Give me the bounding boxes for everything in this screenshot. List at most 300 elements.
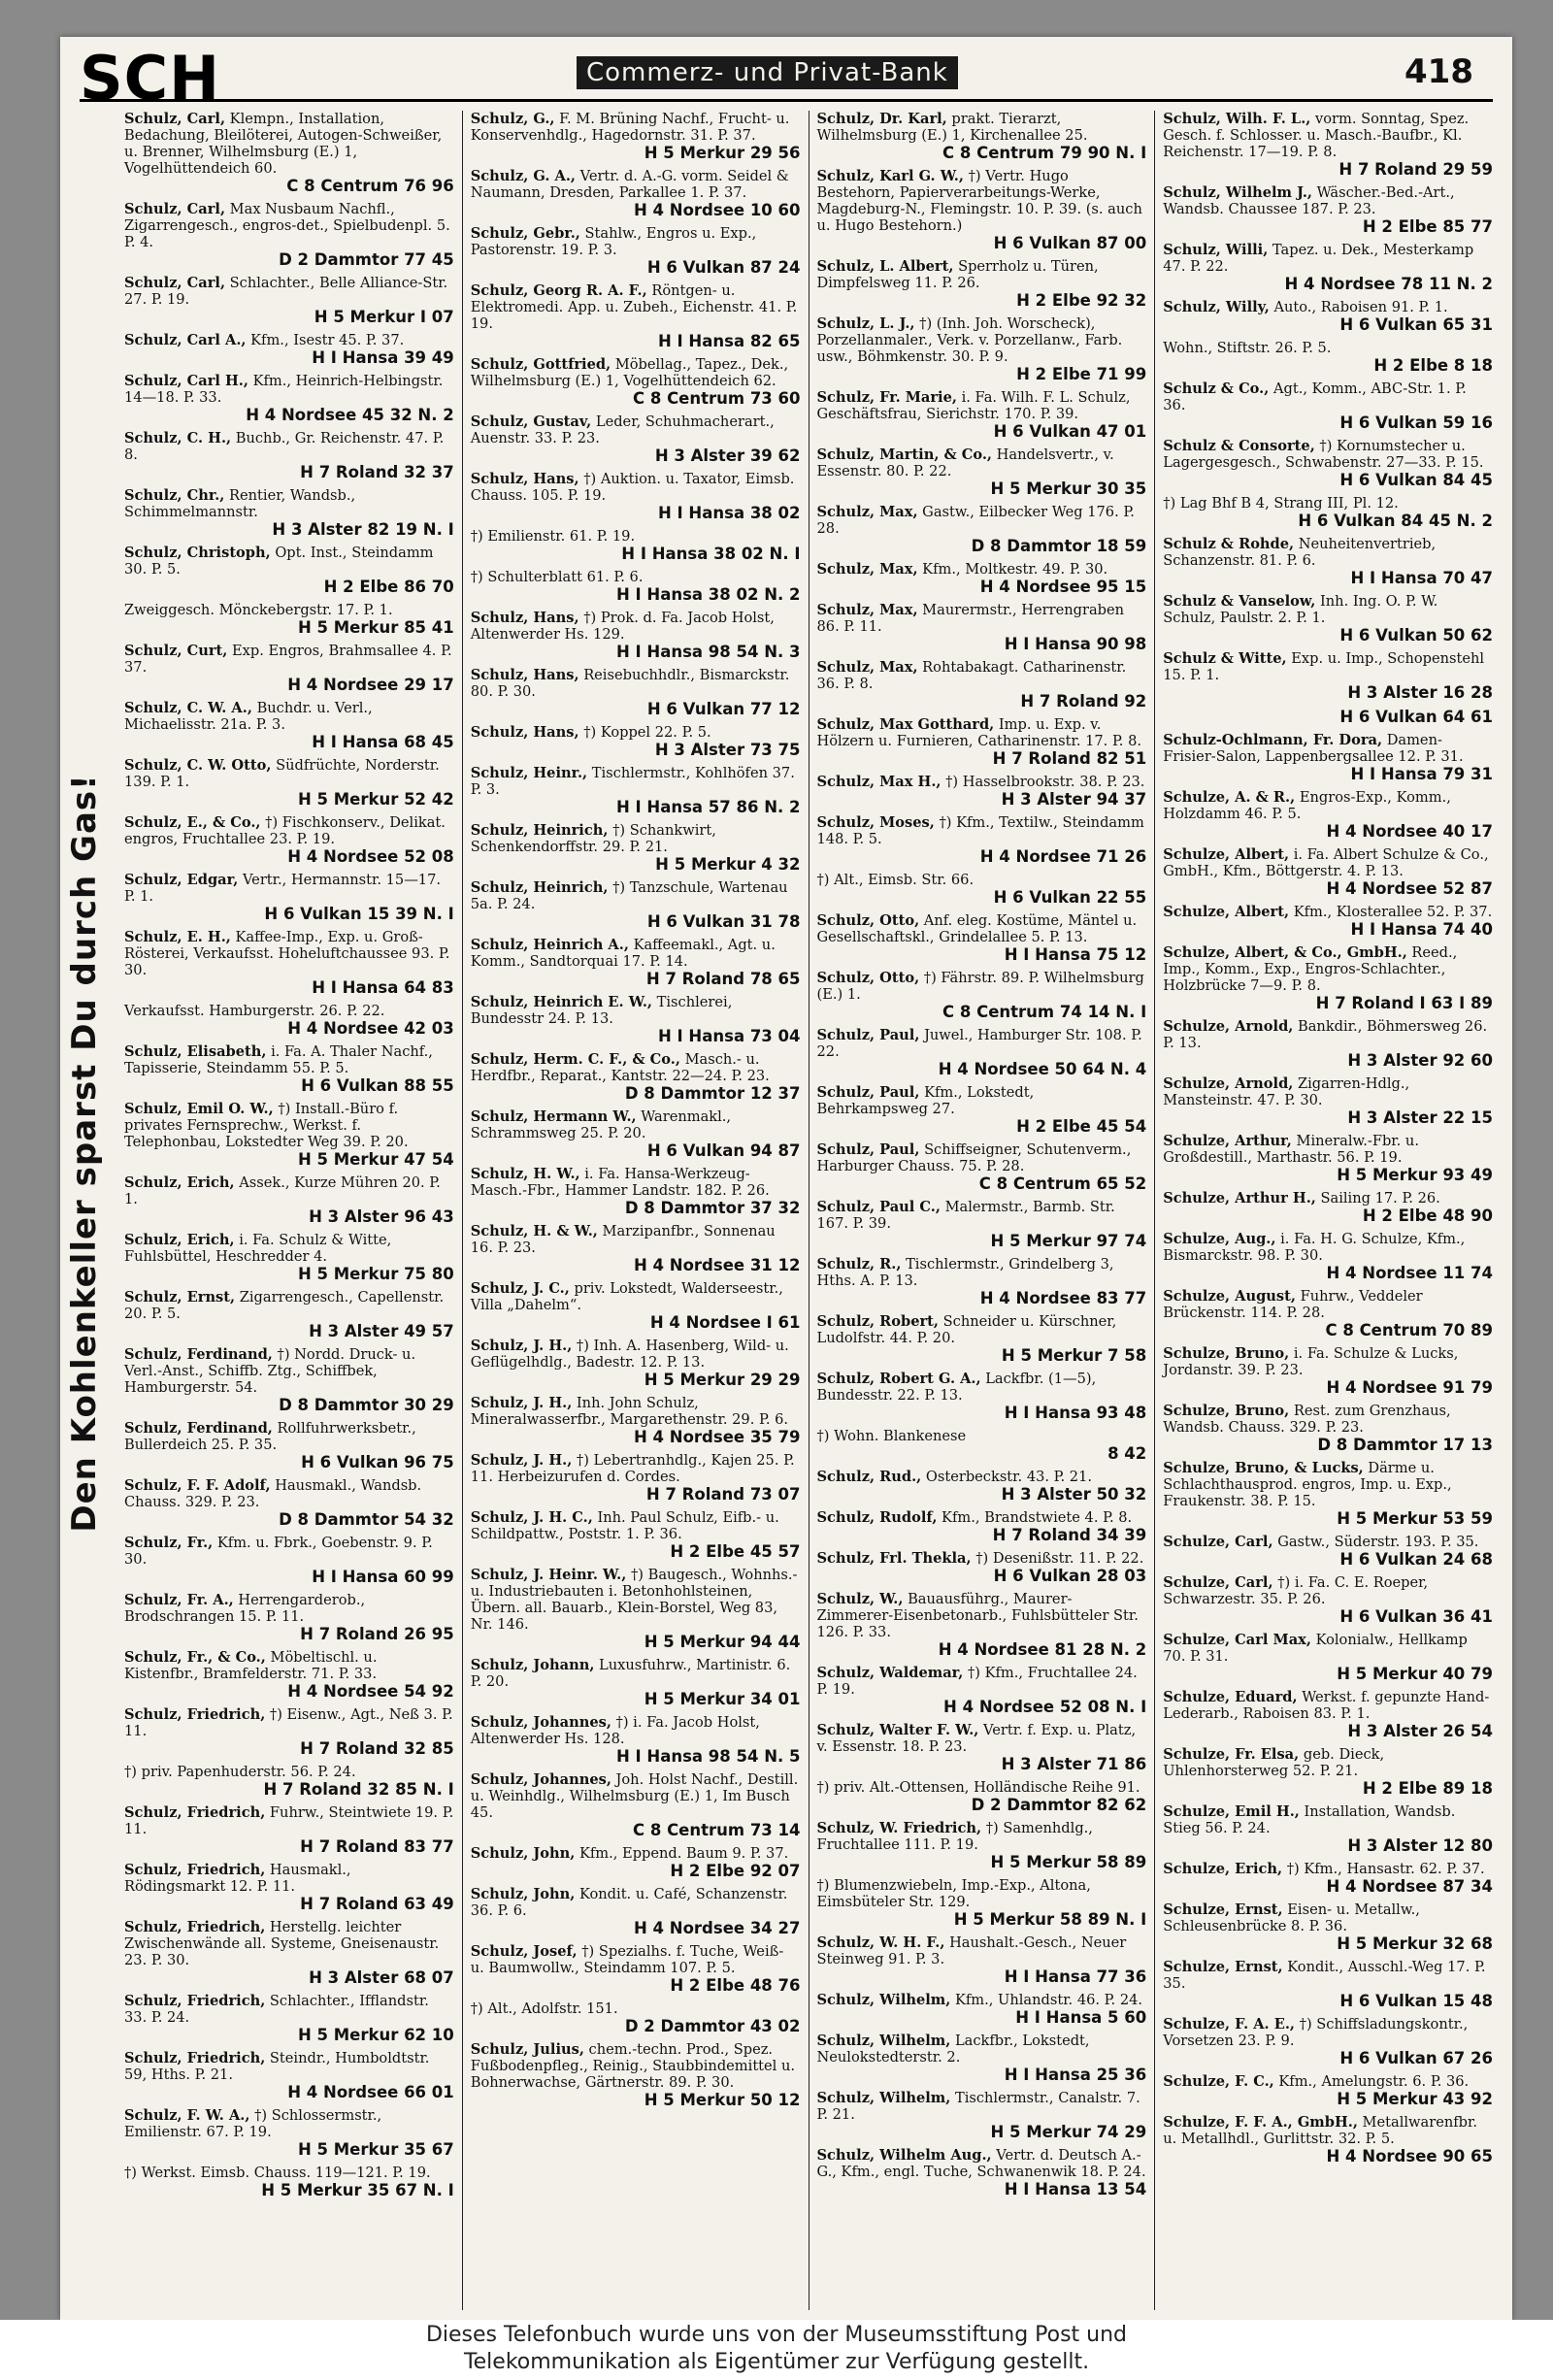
directory-entry [471,1051,801,1103]
entry-phone: H 4 Nordsee 50 64 N. 4 [938,1060,1147,1078]
entry-description: Hausmakl., Wandsb. Chauss. 329. P. 23. [124,1477,422,1510]
entry-phone: H 3 Alster 71 86 [1001,1755,1147,1773]
entry-description: Schlachter., Belle Alliance-Str. 27. P. 19. [124,275,448,308]
entry-description: Kfm., Eppend. Baum 9. P. 37. [578,1845,789,1862]
entry-name: Schulze, Albert, [1163,904,1290,920]
entry-phone: H 5 Merkur 97 74 [990,1232,1147,1250]
entry-phone: H 2 Elbe 48 90 [1362,1207,1493,1225]
entry-phone: H 6 Vulkan 15 48 [1339,1992,1493,2010]
entry-name: Schulze, F. F. A., GmbH., [1163,2114,1358,2131]
entry-name: Schulz, Johannes, [470,1714,611,1731]
directory-entry [817,1550,1147,1585]
entry-phone: H 2 Elbe 92 07 [670,1862,801,1880]
directory-entry [817,504,1147,555]
entry-description: Zigarren-Hdlg., Mansteinstr. 47. P. 30. [1163,1075,1410,1108]
entry-phone: H 6 Vulkan 47 01 [993,422,1147,441]
entry-name: Schulz, Carl A., [124,332,247,348]
entry-phone: H 2 Elbe 48 76 [670,1976,801,1995]
entry-phone: H 3 Alster 96 43 [309,1207,454,1226]
entry-description: Osterbeckstr. 43. P. 21. [925,1469,1093,1485]
entry-phone: H 3 Alster 12 80 [1347,1836,1493,1855]
entry-phone: H I Hansa 60 99 [312,1568,454,1586]
entry-phone: C 8 Centrum 73 14 [632,1821,801,1839]
entry-description: Haushalt.-Gesch., Neuer Steinweg 91. P. 3. [816,1934,1127,1967]
entry-phone: H I Hansa 38 02 N. 2 [615,585,801,604]
directory-entry [817,1509,1147,1544]
entry-description: Gastw., Süderstr. 193. P. 35. [1277,1534,1479,1550]
entry-name: Schulz, Christoph, [124,545,271,561]
directory-entry [817,2033,1147,2084]
entry-description: †) Kornumstecher u. Lagergesgesch., Schwabenstr. 27—33. P. 15. [1163,438,1484,471]
entry-description: Zigarrengesch., Capellenstr. 20. P. 5. [124,1289,445,1322]
entry-phone: H 4 Nordsee 42 03 [287,1019,454,1038]
directory-entry [124,1003,454,1038]
entry-description: †) Eisenw., Agt., Neß 3. P. 11. [124,1706,453,1739]
entry-name: Schulze, Arnold, [1163,1075,1294,1092]
directory-entry [1163,242,1493,293]
entry-phone: H I Hansa 70 47 [1350,569,1493,587]
entry-description: Buchdr. u. Verl., Michaelisstr. 21a. P. 3. [124,700,373,733]
entry-phone: H 6 Vulkan 96 75 [301,1453,454,1471]
entry-phone: H I Hansa 57 86 N. 2 [615,798,801,816]
entry-phone: H 3 Alster 22 15 [1347,1108,1493,1127]
entry-description: i. Fa. H. G. Schulze, Kfm., Bismarckstr. 98. P. 30. [1163,1231,1466,1264]
directory-entry [471,1223,801,1274]
entry-name: Schulz, Herm. C. F., & Co., [470,1051,680,1068]
entry-description: Hausmakl., Rödingsmarkt 12. P. 11. [124,1862,351,1895]
entry-description: †) Vertr. Hugo Bestehorn, Papierverarbeitungs-Werke, Magdeburg-N., Flemingstr. 10. P. 39. (s. auch u. Hugo Bestehorn.) [816,168,1142,234]
entry-name: Schulz, Fr. Marie, [816,389,957,406]
directory-entry [1163,1075,1493,1127]
entry-phone: H 6 Vulkan 64 61 [1339,708,1493,726]
entry-description: Werkst. f. gepunzte Hand-Lederarb., Raboisen 83. P. 1. [1163,1689,1490,1722]
directory-entry [817,1722,1147,1773]
directory-entry [1163,1574,1493,1626]
entry-name: Schulze, F. C., [1163,2073,1274,2090]
entry-phone: H 4 Nordsee 35 79 [634,1428,801,1446]
directory-entry [817,814,1147,866]
entry-description: Wohn., Stiftstr. 26. P. 5. [1163,340,1332,356]
entry-phone: H 4 Nordsee 78 11 N. 2 [1284,275,1493,293]
entry-phone: H 6 Vulkan 36 41 [1339,1607,1493,1626]
entry-phone: H 2 Elbe 89 18 [1362,1779,1493,1798]
entry-name: Schulz, Josef, [470,1943,578,1960]
entry-phone: H 7 Roland 73 07 [645,1485,801,1504]
entry-description: †) Lag Bhf B 4, Strang III, Pl. 12. [1163,495,1399,512]
entry-phone: H 2 Elbe 8 18 [1373,356,1493,375]
entry-phone: H 5 Merkur I 07 [314,308,454,326]
entry-description: †) Desenißstr. 11. P. 22. [975,1550,1144,1567]
entry-description: Herrengarderob., Brodschrangen 15. P. 11. [124,1592,366,1625]
sidebar-advertisement [60,716,109,1590]
entry-phone: H 4 Nordsee 40 17 [1326,822,1493,841]
directory-entry [1163,1959,1493,2010]
directory-entry [817,1877,1147,1929]
entry-name: Schulz, C. W. A., [124,700,252,716]
directory-entry [124,1289,454,1340]
directory-entry [471,471,801,522]
entry-description: †) Prok. d. Fa. Jacob Holst, Altenwerder Hs. 129. [470,610,775,643]
entry-name: Schulz, Heinrich E. W., [470,994,652,1010]
entry-phone: H I Hansa 73 04 [658,1027,801,1045]
footer-line-2: Telekommunikation als Eigentümer zur Verfügung gestellt. [463,2350,1090,2374]
directory-entry [471,724,801,759]
entry-description: †) Kfm., Textilw., Steindamm 148. P. 5. [816,814,1144,847]
directory-entry [124,111,454,195]
entry-description: F. M. Brüning Nachf., Frucht- u. Konservenhdlg., Hagedornstr. 31. P. 37. [470,111,790,144]
entry-name: Schulz, Rud., [816,1469,922,1485]
entry-name: Schulz, Robert, [816,1313,940,1330]
entry-phone: D 8 Dammtor 18 59 [971,537,1147,555]
entry-phone: H 2 Elbe 92 32 [1016,291,1147,310]
entry-name: Schulze, Arthur H., [1163,1190,1316,1207]
entry-name: Schulz, Carl, [124,275,226,291]
entry-name: Schulz, Gottfried, [470,356,611,373]
entry-description: Metallwarenfbr. u. Metallhdl., Gurlittstr. 32. P. 5. [1163,2114,1477,2147]
entry-description: Auto., Raboisen 91. P. 1. [1273,299,1448,315]
directory-entry [471,994,801,1045]
entry-description: Steindr., Humboldtstr. 59, Hths. P. 21. [124,2050,430,2083]
entry-description: Rollfuhrwerksbetr., Bullerdeich 25. P. 35. [124,1420,416,1453]
entry-description: Schneider u. Kürschner, Ludolfstr. 44. P. 20. [816,1313,1117,1346]
entry-description: vorm. Sonntag, Spez. Gesch. f. Schlosser. u. Masch.-Baufbr., Kl. Reichenstr. 17—19. P. 8. [1163,111,1470,160]
directory-entry [1163,650,1493,702]
entry-description: Kaffee-Imp., Exp. u. Groß-Rösterei, Verkaufsst. Hoheluftchaussee 93. P. 30. [124,929,450,978]
entry-phone: H 5 Merkur 29 29 [644,1371,801,1389]
directory-entry [817,446,1147,498]
entry-name: Schulz, Paul, [816,1141,920,1158]
entry-name: Schulz-Ochlmann, Fr. Dora, [1163,732,1383,748]
entry-name: Schulz, Frl. Thekla, [816,1550,972,1567]
entry-phone: H 5 Merkur 34 01 [644,1690,801,1708]
directory-entry [124,757,454,809]
entry-name: Schulze, August, [1163,1288,1296,1305]
directory-entry [124,1101,454,1169]
entry-description: †) Schiffsladungskontr., Vorsetzen 23. P. 9. [1163,2016,1469,2049]
entry-description: †) Schlossermstr., Emilienstr. 67. P. 19. [124,2107,382,2140]
entry-description: Verkaufsst. Hamburgerstr. 26. P. 22. [124,1003,385,1019]
entry-phone: H 6 Vulkan 31 78 [646,912,801,931]
entry-phone: H 3 Alster 92 60 [1347,1051,1493,1070]
directory-entry [817,716,1147,768]
entry-phone: H 6 Vulkan 67 26 [1339,2049,1493,2067]
entry-name: Schulz, Fr. A., [124,1592,234,1608]
entry-name: Schulz, Gebr., [470,225,580,242]
entry-phone: H 4 Nordsee 10 60 [634,201,801,219]
entry-name: Schulz, E., & Co., [124,814,261,831]
entry-description: †) Alt., Eimsb. Str. 66. [816,872,975,888]
directory-entry [471,2000,801,2035]
entry-phone: H 4 Nordsee 52 08 [287,847,454,866]
listing-column-1 [116,111,462,2310]
entry-name: Schulze, Fr. Elsa, [1163,1746,1300,1763]
entry-phone: D 8 Dammtor 30 29 [279,1396,454,1414]
header-letters: SCH [80,43,221,114]
entry-description: i. Fa. Schulze & Lucks, Jordanstr. 39. P. 23. [1163,1345,1459,1378]
entry-description: †) Fährstr. 89. P. Wilhelmsburg (E.) 1. [816,970,1144,1003]
entry-description: priv. Lokstedt, Walderseestr., Villa „Dahelm“. [470,1280,783,1313]
directory-entry [817,1027,1147,1078]
entry-name: Schulz, F. W. A., [124,2107,250,2124]
directory-entry [1163,1901,1493,1953]
entry-description: Kfm., Brandstwiete 4. P. 8. [942,1509,1133,1526]
directory-entry [817,1199,1147,1250]
directory-entry [471,667,801,718]
entry-description: Fuhrw., Steintwiete 19. P. 11. [124,1804,454,1837]
header-rule [80,99,1493,102]
directory-entry [471,1714,801,1766]
entry-phone: H 6 Vulkan 87 24 [646,258,801,277]
entry-name: Schulze, F. A. E., [1163,2016,1295,2033]
directory-entry [1163,1403,1493,1454]
entry-name: Schulz, Chr., [124,487,225,504]
entry-phone: D 8 Dammtor 17 13 [1317,1436,1493,1454]
entry-description: Damen-Frisier-Salon, Lappenbergsallee 12. P. 31. [1163,732,1464,765]
directory-entry [471,1108,801,1160]
entry-name: Schulz, H. & W., [470,1223,598,1240]
entry-description: i. Fa. Schulz & Witte, Fuhlsbüttel, Heschredder 4. [124,1232,392,1265]
directory-entry [817,1591,1147,1659]
entry-description: Inh. John Schulz, Mineralwasserfbr., Margarethenstr. 29. P. 6. [470,1395,789,1428]
directory-entry [817,970,1147,1021]
entry-description: Möbeltischl. u. Kistenfbr., Bramfelderstr. 71. P. 33. [124,1649,378,1682]
directory-entry [817,1779,1147,1814]
entry-phone: H 5 Merkur 50 12 [644,2091,801,2109]
entry-phone: H 5 Merkur 40 79 [1337,1665,1493,1683]
directory-entry [471,879,801,931]
entry-phone: H 3 Alster 50 32 [1001,1485,1147,1504]
directory-entry [124,1592,454,1643]
entry-phone: H 5 Merkur 58 89 N. I [953,1910,1147,1929]
entry-phone: H 3 Alster 26 54 [1347,1722,1493,1740]
directory-entry [817,1371,1147,1422]
directory-entry [124,1804,454,1856]
directory-entry [1163,1231,1493,1282]
entry-name: Schulze, Bruno, & Lucks, [1163,1460,1364,1476]
entry-description: Joh. Holst Nachf., Destill. u. Weinhdlg., Wilhelmsburg (E.) 1, Im Busch 45. [470,1771,799,1821]
entry-description: prakt. Tierarzt, Wilhelmsburg (E.) 1, Kirchenallee 25. [816,111,1088,144]
entry-description: Reed., Imp., Komm., Exp., Engros-Schlachter., Holzbrücke 7—9. P. 8. [1163,944,1458,994]
entry-description: Handelsvertr., v. Essenstr. 80. P. 22. [816,446,1114,479]
entry-name: Schulze, Erich, [1163,1861,1283,1877]
entry-description: Warenmakl., Schrammsweg 25. P. 20. [470,1108,732,1141]
directory-entry [1163,789,1493,841]
directory-entry [124,1420,454,1471]
directory-entry [124,643,454,694]
entry-description: Imp. u. Exp. v. Hölzern u. Furnieren, Catharinenstr. 17. P. 8. [816,716,1142,749]
entry-name: Schulz, Max Gotthard, [816,716,995,733]
listing-column-2 [462,111,809,2310]
entry-name: Schulz, Friedrich, [124,1862,266,1878]
entry-name: Schulze, Carl, [1163,1534,1273,1550]
directory-entry [1163,1803,1493,1855]
directory-entry [817,1428,1147,1463]
entry-phone: H 4 Nordsee 31 12 [634,1256,801,1274]
entry-description: Lackfbr., Lokstedt, Neulokstedterstr. 2. [816,2033,1090,2066]
entry-phone: H 3 Alster 68 07 [309,1968,454,1987]
entry-phone: H I Hansa 75 12 [1004,945,1147,964]
entry-description: †) priv. Papenhuderstr. 56. P. 24. [124,1764,356,1780]
entry-description: †) Kfm., Fruchtallee 24. P. 19. [816,1665,1138,1698]
directory-entry [1163,732,1493,783]
entry-description: Leder, Schuhmacherart., Auenstr. 33. P. 23. [470,413,775,446]
directory-entry [471,1567,801,1651]
directory-entry [1163,593,1493,645]
entry-description: †) Wohn. Blankenese [816,1428,967,1444]
entry-description: †) Schulterblatt 61. P. 6. [470,569,644,585]
entry-name: Schulz, Wilhelm, [816,2090,951,2106]
entry-phone: H I Hansa 77 36 [1004,1967,1147,1986]
directory-entry [124,1919,454,1987]
directory-entry [817,872,1147,907]
directory-entry [471,1338,801,1389]
entry-phone: C 8 Centrum 73 60 [632,389,801,408]
directory-entry [1163,111,1493,179]
entry-phone: H 4 Nordsee I 61 [649,1313,801,1332]
directory-entry [471,1509,801,1561]
entry-name: Schulz, Gustav, [470,413,592,430]
directory-entry [817,912,1147,964]
entry-phone: H 7 Roland 26 95 [300,1625,454,1643]
entry-phone: H I Hansa 93 48 [1004,1404,1147,1422]
directory-entry [124,1706,454,1758]
entry-phone: H 6 Vulkan 24 68 [1339,1550,1493,1569]
entry-phone: H 4 Nordsee 71 26 [979,847,1147,866]
entry-description: i. Fa. A. Thaler Nachf., Tapisserie, Steindamm 55. P. 5. [124,1043,433,1076]
entry-phone: H 3 Alster 16 28 [1347,683,1493,702]
directory-entry [124,2107,454,2159]
entry-phone: H 7 Roland 78 65 [645,970,801,988]
entry-description: Gastw., Eilbecker Weg 176. P. 28. [816,504,1135,537]
directory-entry [471,356,801,408]
entry-name: Schulz & Witte, [1163,650,1287,667]
entry-phone: H I Hansa 98 54 N. 5 [615,1747,801,1766]
directory-entry [471,1886,801,1937]
entry-description: Bauausführg., Maurer-Zimmerer-Eisenbetonarb., Fuhlsbütteler Str. 126. P. 33. [816,1591,1139,1640]
entry-name: Schulz, Ernst, [124,1289,236,1306]
entry-description: Kaffeemakl., Agt. u. Komm., Sandtorquai 17. P. 14. [470,937,776,970]
entry-phone: D 2 Dammtor 77 45 [279,250,454,269]
entry-phone: H 4 Nordsee 83 77 [979,1289,1147,1307]
directory-entry [124,602,454,637]
entry-description: †) Koppel 22. P. 5. [583,724,711,741]
entry-description: Stahlw., Engros u. Exp., Pastorenstr. 19. P. 3. [470,225,757,258]
directory-entry [1163,380,1493,432]
entry-name: Schulze, Albert, [1163,846,1290,863]
entry-description: Sperrholz u. Türen, Dimpfelsweg 11. P. 26. [816,258,1099,291]
directory-entry [124,430,454,481]
entry-phone: H 5 Merkur 7 58 [1001,1346,1147,1365]
directory-entry [124,872,454,923]
entry-description: Juwel., Hamburger Str. 108. P. 22. [816,1027,1142,1060]
directory-entry [817,1084,1147,1136]
entry-name: Schulz, Ferdinand, [124,1346,273,1363]
entry-description: Agt., Komm., ABC-Str. 1. P. 36. [1163,380,1467,413]
directory-entry [471,1166,801,1217]
entry-description: †) Hasselbrookstr. 38. P. 23. [945,774,1145,790]
directory-entry [124,1174,454,1226]
entry-description: Zweiggesch. Mönckebergstr. 17. P. 1. [124,602,393,618]
directory-entry [1163,1746,1493,1798]
entry-description: Kfm., Heinrich-Helbingstr. 14—18. P. 33. [124,373,444,406]
entry-name: Schulz, Elisabeth, [124,1043,267,1060]
entry-name: Schulz, Otto, [816,970,920,986]
entry-name: Schulz & Rohde, [1163,536,1295,552]
directory-entry [471,1943,801,1995]
entry-phone: D 8 Dammtor 12 37 [624,1084,801,1103]
directory-entry [124,814,454,866]
entry-phone: D 2 Dammtor 82 62 [971,1796,1147,1814]
entry-phone: H 4 Nordsee 34 27 [634,1919,801,1937]
entry-phone: H I Hansa 5 60 [1015,2008,1147,2027]
entry-name: Schulz, Rudolf, [816,1509,938,1526]
directory-entry [1163,1861,1493,1896]
entry-name: Schulz, L. Albert, [816,258,954,275]
directory-entry [124,487,454,539]
entry-description: Reisebuchhdlr., Bismarckstr. 80. P. 30. [470,667,790,700]
directory-entry [817,1820,1147,1871]
directory-entry [124,1862,454,1913]
entry-description: †) Baugesch., Wohnhs.- u. Industriebauten i. Betonhohlsteinen, Übern. all. Bauarb., Klein-Borstel, Weg 83, Nr. 146. [470,1567,798,1633]
entry-name: Schulz, C. H., [124,430,232,446]
entry-description: chem.-techn. Prod., Spez. Fußbodenpfleg., Reinig., Staubbindemittel u. Bohnerwachse, Gärtnerstr. 89. P. 30. [470,2041,796,2091]
entry-description: Exp. Engros, Brahmsallee 4. P. 37. [124,643,452,676]
entry-phone: H 5 Merkur 30 35 [990,479,1147,498]
entry-description: Engros-Exp., Komm., Holzdamm 46. P. 5. [1163,789,1451,822]
entry-description: Tischlermstr., Canalstr. 7. P. 21. [816,2090,1140,2123]
entry-description: Wäscher.-Bed.-Art., Wandsb. Chaussee 187. P. 23. [1163,184,1455,217]
entry-name: Schulze, Arnold, [1163,1018,1294,1035]
directory-entry [1163,1345,1493,1397]
entry-name: Schulz, John, [470,1845,576,1862]
directory-entry [1163,1632,1493,1683]
entry-phone: H 5 Merkur 58 89 [990,1853,1147,1871]
entry-name: Schulz, Carl, [124,201,226,217]
directory-entry [471,111,801,162]
entry-description: Kfm., Amelungstr. 6. P. 36. [1278,2073,1470,2090]
entry-name: Schulz, W. H. F., [816,1934,945,1951]
entry-description: i. Fa. Wilh. F. L. Schulz, Geschäftsfrau, Sierichstr. 170. P. 39. [816,389,1131,422]
entry-phone: H 4 Nordsee 29 17 [287,676,454,694]
directory-entry [471,225,801,277]
entry-phone: H 6 Vulkan 77 12 [646,700,801,718]
entry-phone: H 7 Roland 29 59 [1338,160,1493,179]
entry-description: Exp. u. Imp., Schopenstehl 15. P. 1. [1163,650,1485,683]
directory-entry [124,700,454,751]
entry-phone: H 7 Roland 34 39 [992,1526,1147,1544]
entry-description: †) Spezialhs. f. Tuche, Weiß- u. Baumwollw., Steindamm 107. P. 5. [470,1943,784,1976]
entry-name: Schulz, Max, [816,504,918,520]
directory-entry [817,2090,1147,2141]
entry-name: Schulz & Consorte, [1163,438,1315,454]
entry-name: Schulz, W., [816,1591,904,1607]
entry-name: Schulz, R., [816,1256,902,1273]
entry-name: Schulz, Max, [816,659,918,676]
entry-description: Kondit., Ausschl.-Weg 17. P. 35. [1163,1959,1486,1992]
entry-name: Schulz, Heinrich, [470,822,609,839]
entry-description: †) Lebertranhdlg., Kajen 25. P. 11. Herbeizurufen d. Cordes. [470,1452,795,1485]
entry-name: Schulz, Friedrich, [124,1993,266,2009]
entry-description: Rest. zum Grenzhaus, Wandsb. Chauss. 329. P. 23. [1163,1403,1451,1436]
directory-entry [1163,299,1493,334]
entry-description: Buchb., Gr. Reichenstr. 47. P. 8. [124,430,445,463]
entry-description: †) Alt., Adolfstr. 151. [470,2000,618,2017]
entry-name: Schulz, J. H., [470,1452,573,1469]
entry-name: Schulz, Heinr., [470,765,588,781]
entry-phone: H 2 Elbe 86 70 [323,578,454,596]
directory-entry [124,1346,454,1414]
entry-phone: H 4 Nordsee 54 92 [287,1682,454,1701]
